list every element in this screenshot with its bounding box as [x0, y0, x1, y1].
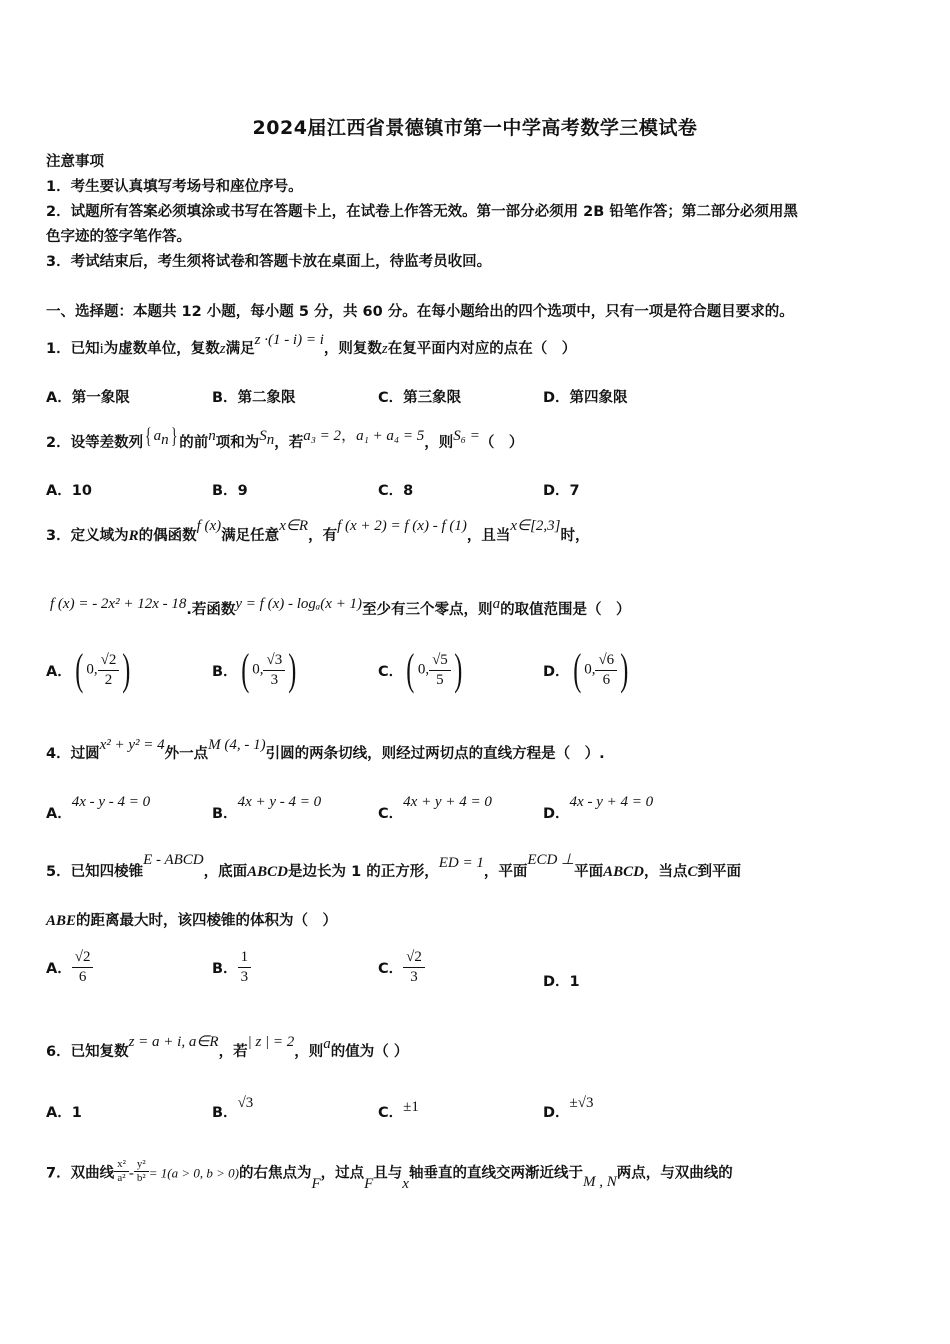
option-c[interactable]: C．8 — [378, 483, 414, 499]
notice-item: 3．考试结束后，考生须将试卷和答题卡放在桌面上，待监考员收回。 — [46, 254, 492, 270]
option-b[interactable]: B．9 — [212, 483, 248, 499]
option-a[interactable]: A．1 — [46, 1105, 82, 1121]
option-d[interactable]: D．1 — [543, 974, 580, 990]
option-a[interactable]: A．( 0, $\frac{√2}{2}$ ) — [46, 645, 131, 694]
option-d[interactable]: D．( 0, $\frac{√6}{6}$ ) — [543, 645, 629, 694]
option-d[interactable]: D．±√3 — [543, 1095, 594, 1121]
notice-heading: 注意事项 — [46, 154, 104, 170]
question-5-line-1: 5．已知四棱锥E - ABCD，底面ABCD是边长为 1 的正方形，ED = 1，平面ECD ⊥平面ABCD，当点C到平面 — [46, 852, 742, 880]
option-a[interactable]: A． $\frac{√2}{6}$ — [46, 948, 93, 987]
question-2: 2．设等差数列{ $a_n$} 的前n项和为$S_n$，若a₃ = 2，a₁ + a₄ = 5，则S₆ =（ ） — [46, 423, 524, 451]
option-a[interactable]: A．4x - y - 4 = 0 — [46, 794, 151, 822]
option-b[interactable]: B．√3 — [212, 1095, 254, 1121]
option-c[interactable]: C．( 0, $\frac{√5}{5}$ ) — [378, 645, 463, 694]
option-c[interactable]: C．第三象限 — [378, 390, 462, 406]
option-c[interactable]: C．±1 — [378, 1099, 419, 1121]
section-heading: 一、选择题：本题共 12 小题，每小题 5 分，共 60 分。在每小题给出的四个选项中，只有一项是符合题目要求的。 — [46, 304, 794, 320]
notice-item: 色字迹的签字笔作答。 — [46, 229, 191, 245]
option-d[interactable]: D．4x - y + 4 = 0 — [543, 794, 654, 822]
question-4: 4．过圆x² + y² = 4外一点M (4, - 1)引圆的两条切线，则经过两切点的直线方程是（ ）. — [46, 737, 605, 762]
option-d[interactable]: D．7 — [543, 483, 580, 499]
option-d[interactable]: D．第四象限 — [543, 390, 628, 406]
question-3-line-1: 3．定义域为R的偶函数f (x)满足任意x∈R，有f (x + 2) = f (x) - f (1)，且当x∈[2,3]时， — [46, 518, 590, 544]
option-c[interactable]: C．4x + y + 4 = 0 — [378, 794, 492, 822]
question-5-line-2: ABE的距离最大时，该四棱锥的体积为（ ） — [46, 913, 338, 929]
option-b[interactable]: B． $\frac{1}{3}$ — [212, 948, 251, 987]
question-6: 6．已知复数z = a + i, a∈R，若| z | = 2，则a的值为（ ） — [46, 1034, 409, 1060]
notice-item: 1．考生要认真填写考场号和座位序号。 — [46, 179, 303, 195]
option-b[interactable]: B．第二象限 — [212, 390, 296, 406]
option-c[interactable]: C． $\frac{√2}{3}$ — [378, 948, 425, 987]
option-a[interactable]: A．10 — [46, 483, 92, 499]
option-b[interactable]: B．4x + y - 4 = 0 — [212, 794, 322, 822]
question-1: 1．已知i为虚数单位，复数z满足z ·(1 - i) = i，则复数z在复平面内对应的点在（ ） — [46, 332, 577, 357]
question-7: 7．双曲线 $\frac{\text{x²}}{\text{a²}}$ - $\frac{\text{y²}}{\text{b²}}$ = 1(a > 0, b > 0)的右焦点为F，过点F且与x轴垂直的直线交两渐近线于M , N两点，与双曲线的 — [46, 1158, 733, 1192]
notice-item: 2．试题所有答案必须填涂或书写在答题卡上，在试卷上作答无效。第一部分必须用 2B 铅笔作答；第二部分必须用黑 — [46, 204, 798, 220]
option-b[interactable]: B．( 0, $\frac{√3}{3}$ ) — [212, 645, 297, 694]
option-a[interactable]: A．第一象限 — [46, 390, 130, 406]
page-title: 2024届江西省景德镇市第一中学高考数学三模试卷 — [252, 117, 698, 139]
question-3-line-2: f (x) = - 2x² + 12x - 18.若函数y = f (x) - logₐ(x + 1)至少有三个零点，则a的取值范围是（ ） — [50, 596, 631, 618]
